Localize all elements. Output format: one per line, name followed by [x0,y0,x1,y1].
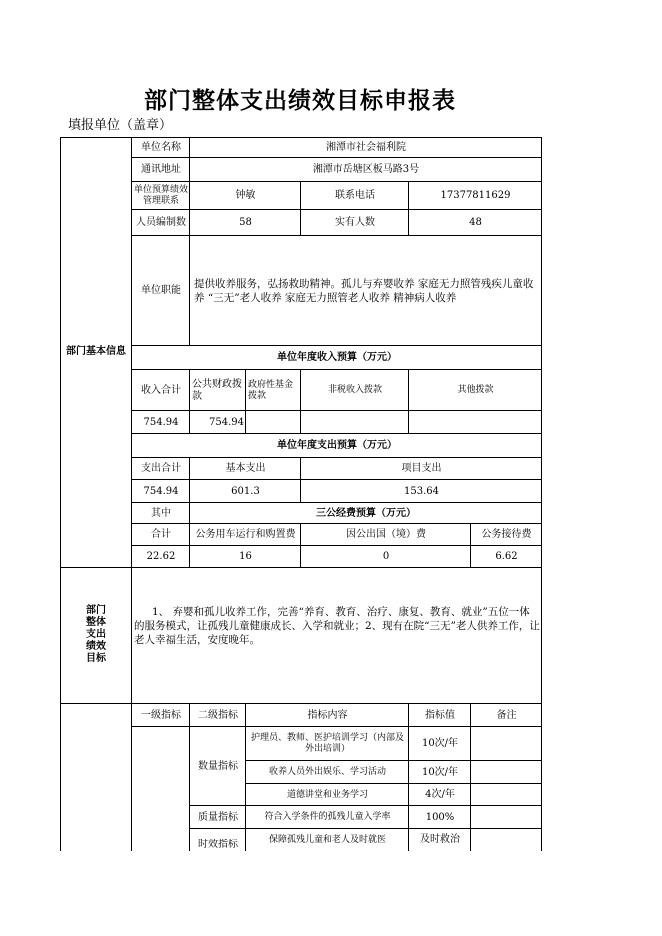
three-public-value: 0 [382,551,390,562]
indicator-content: 符合入学条件的孤残儿童入学率 [264,812,391,822]
section-goal-label-line: 支出 [86,629,106,640]
contact-person-value: 钟敏 [235,190,256,201]
phone-value: 17377811629 [440,190,511,201]
three-public-value: 6.62 [495,551,518,562]
goal-text: 1、 弃婴和孤儿收养工作，完善“养育、教育、治疗、康复、教育、就业”五位一体的服务模式，让孤残儿童健康成长、入学和就业；2、现有在院“三无”老人供养工作，让老人幸福生活，安度晚年。 [134,606,540,646]
indicator-value: 100% [425,811,455,823]
indicator-content: 道德讲堂和业务学习 [286,789,368,800]
three-public-header: 公务用车运行和购置费 [195,529,296,540]
unit-name-label: 单位名称 [141,142,181,153]
fill-unit-label: 填报单位（盖章） [68,118,173,133]
indicator-value: 及时救治 [420,834,460,845]
expense-header: 基本支出 [225,463,266,474]
income-value: 754.94 [209,416,244,428]
income-value [301,411,409,434]
section-basic-info-label: 部门基本信息 [66,346,126,357]
address-label: 通讯地址 [141,164,181,175]
income-header: 非税收入拨款 [327,385,382,395]
indicator-header: 二级指标 [198,709,238,721]
three-public-header: 因公出国（境）费 [346,529,426,540]
staff-quota-value: 58 [239,217,252,228]
staff-quota-label: 人员编制数 [136,217,186,228]
indicator-value: 10次/年 [421,738,459,749]
indicator-content: 保障孤残儿童和老人及时就医 [268,834,386,845]
expense-header: 支出合计 [141,463,181,474]
three-public-header: 公务接待费 [481,529,532,540]
indicator-level2: 数量指标 [198,760,238,772]
expense-header: 项目支出 [401,463,442,474]
indicator-header: 备注 [496,709,517,721]
three-public-header: 合计 [151,529,171,540]
duty-text: 提供收养服务，弘扬救助精神。孤儿与弃婴收养 家庭无力照管残疾儿童收养 “三无”老人收养 家庭无力照管老人收养 精神病人收养 [194,278,534,304]
three-public-heading: 三公经费预算（万元） [316,507,416,519]
duty-label: 单位职能 [141,285,181,296]
staff-actual-value: 48 [469,217,482,228]
page-title: 部门整体支出绩效目标申报表 [144,88,456,114]
unit-name-value: 湘潭市社会福利院 [326,142,406,153]
indicator-header: 指标值 [425,709,455,721]
section-goal-label-line: 绩效 [86,641,106,652]
section-goal-label [60,567,132,703]
indicator-content: 护理员、教师、医护培训学习（内部及外出培训） [250,733,404,754]
income-header: 其他拨款 [457,385,494,395]
income-value [409,411,542,434]
three-public-value: 16 [239,551,252,562]
indicator-header: 指标内容 [307,709,348,721]
indicator-value: 4次/年 [425,789,455,800]
indicator-content: 收养人员外出娱乐、学习活动 [268,767,386,777]
section-goal-label-line: 部门 [86,605,106,616]
income-value [246,411,301,434]
expense-value: 754.94 [143,485,179,497]
income-header: 收入合计 [141,384,181,396]
among-label: 其中 [151,507,171,519]
income-header: 政府性基金拨款 [248,379,294,401]
contact-label: 单位预算绩效管理联系 [134,185,189,206]
indicator-header: 一级指标 [141,709,181,721]
income-value: 754.94 [143,416,179,428]
indicator-level2: 质量指标 [198,811,238,823]
budget-form-table [60,137,542,851]
section-goal-label-line: 目标 [86,653,106,664]
phone-label: 联系电话 [335,190,375,201]
expense-value: 153.64 [404,485,439,497]
income-header: 公共财政拨款 [192,378,242,402]
indicator-level2: 时效指标 [198,839,238,850]
expense-value: 601.3 [231,485,260,497]
income-heading: 单位年度收入预算（万元） [277,352,397,363]
indicator-value: 10次/年 [421,766,459,778]
staff-actual-label: 实有人数 [335,217,375,228]
three-public-value: 22.62 [146,551,176,562]
address-value: 湘潭市岳塘区板马路3号 [312,164,420,175]
expense-heading: 单位年度支出预算（万元） [277,440,397,451]
section-goal-label-line: 整体 [86,617,106,628]
